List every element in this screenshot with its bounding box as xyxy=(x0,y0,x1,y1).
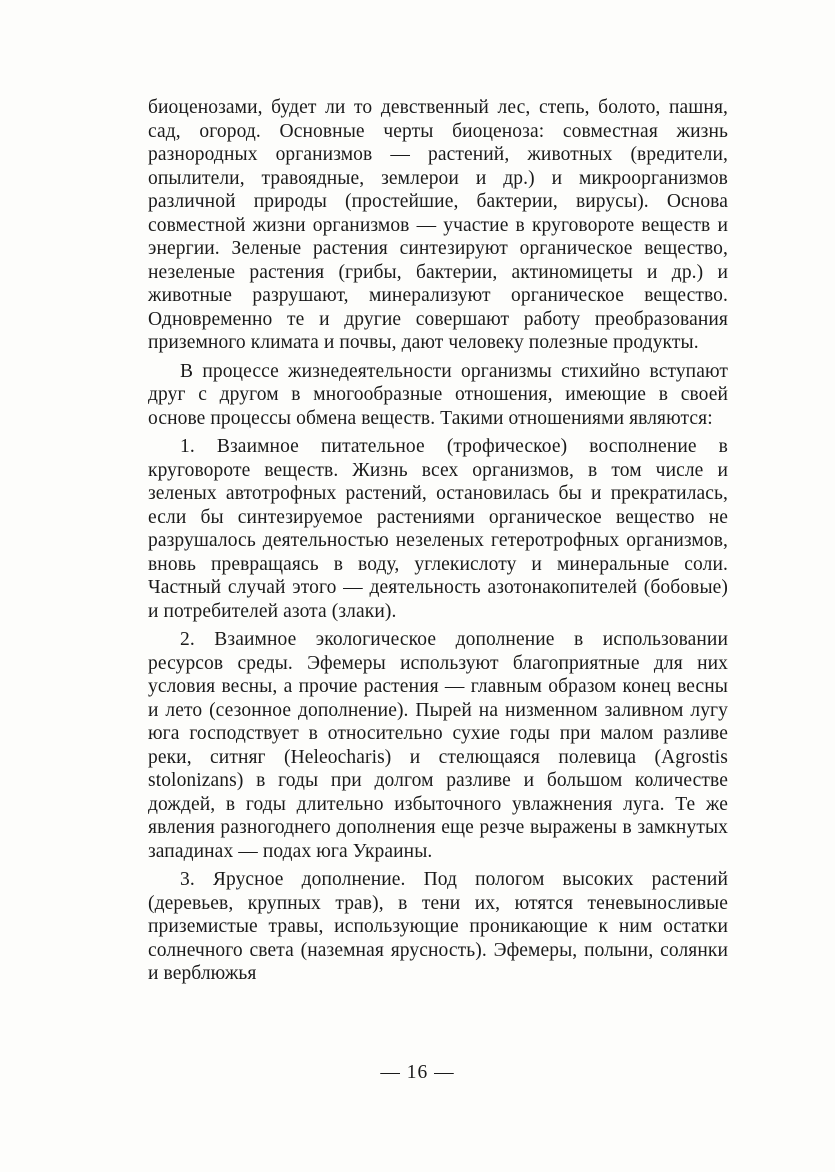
paragraph-biocenosis: биоценозами, будет ли то девственный лес, степь, болото, пашня, сад, огород. Основные черты биоценоза: совместная жизнь разнородных организмов — растений, животных (вредители, опылители, травоядные, землерои и др.) и микроорганизмов различной природы (простейшие, бактерии, вирусы). Основа совместной жизни организмов — участие в круговороте веществ и энергии. Зеленые растения синтезируют органическое вещество, незеленые растения (грибы, бактерии, актиномицеты и др.) и животные разрушают, минерализуют органическое вещество. Одновременно те и другие совершают работу преобразования приземного климата и почвы, дают человеку полезные продукты. xyxy=(148,97,728,353)
paragraph-relations-intro: В процессе жизнедеятельности организмы стихийно вступают друг с другом в многообразные отношения, имеющие в своей основе процессы обмена веществ. Такими отношениями являются: xyxy=(148,360,728,429)
paragraph-trophic: 1. Взаимное питательное (трофическое) восполнение в круговороте веществ. Жизнь всех организмов, в том числе и зеленых автотрофных растений, остановилась бы и прекратилась, если бы синтезируемое растениями органическое вещество не разрушалось деятельностью незеленых гетеротрофных организмов, вновь превращаясь в воду, углекислоту и минеральные соли. Частный случай этого — деятельность азотонакопителей (бобовые) и потребителей азота (злаки). xyxy=(148,436,728,622)
paragraph-ecological: 2. Взаимное экологическое дополнение в использовании ресурсов среды. Эфемеры используют благоприятные для них условия весны, а прочие растения — главным образом конец весны и лето (сезонное дополнение). Пырей на низменном заливном лугу юга господствует в относительно сухие годы при малом разливе реки, ситняг (Heleocharis) и стелющаяся полевица (Agrostis stolonizans) в годы при долгом разливе и большом количестве дождей, в годы длительно избыточного увлажнения луга. Те же явления разногоднего дополнения еще резче выражены в замкнутых западинах — подах юга Украины. xyxy=(148,629,728,862)
paragraph-layered: 3. Ярусное дополнение. Под пологом высоких растений (деревьев, крупных трав), в тени их, ютятся теневыносливые приземистые травы, использующие проникающие к ним остатки солнечного света (наземная ярусность). Эфемеры, полыни, солянки и верблюжья xyxy=(148,869,728,984)
page-number: — 16 — xyxy=(380,1062,455,1083)
body-text xyxy=(148,96,728,986)
